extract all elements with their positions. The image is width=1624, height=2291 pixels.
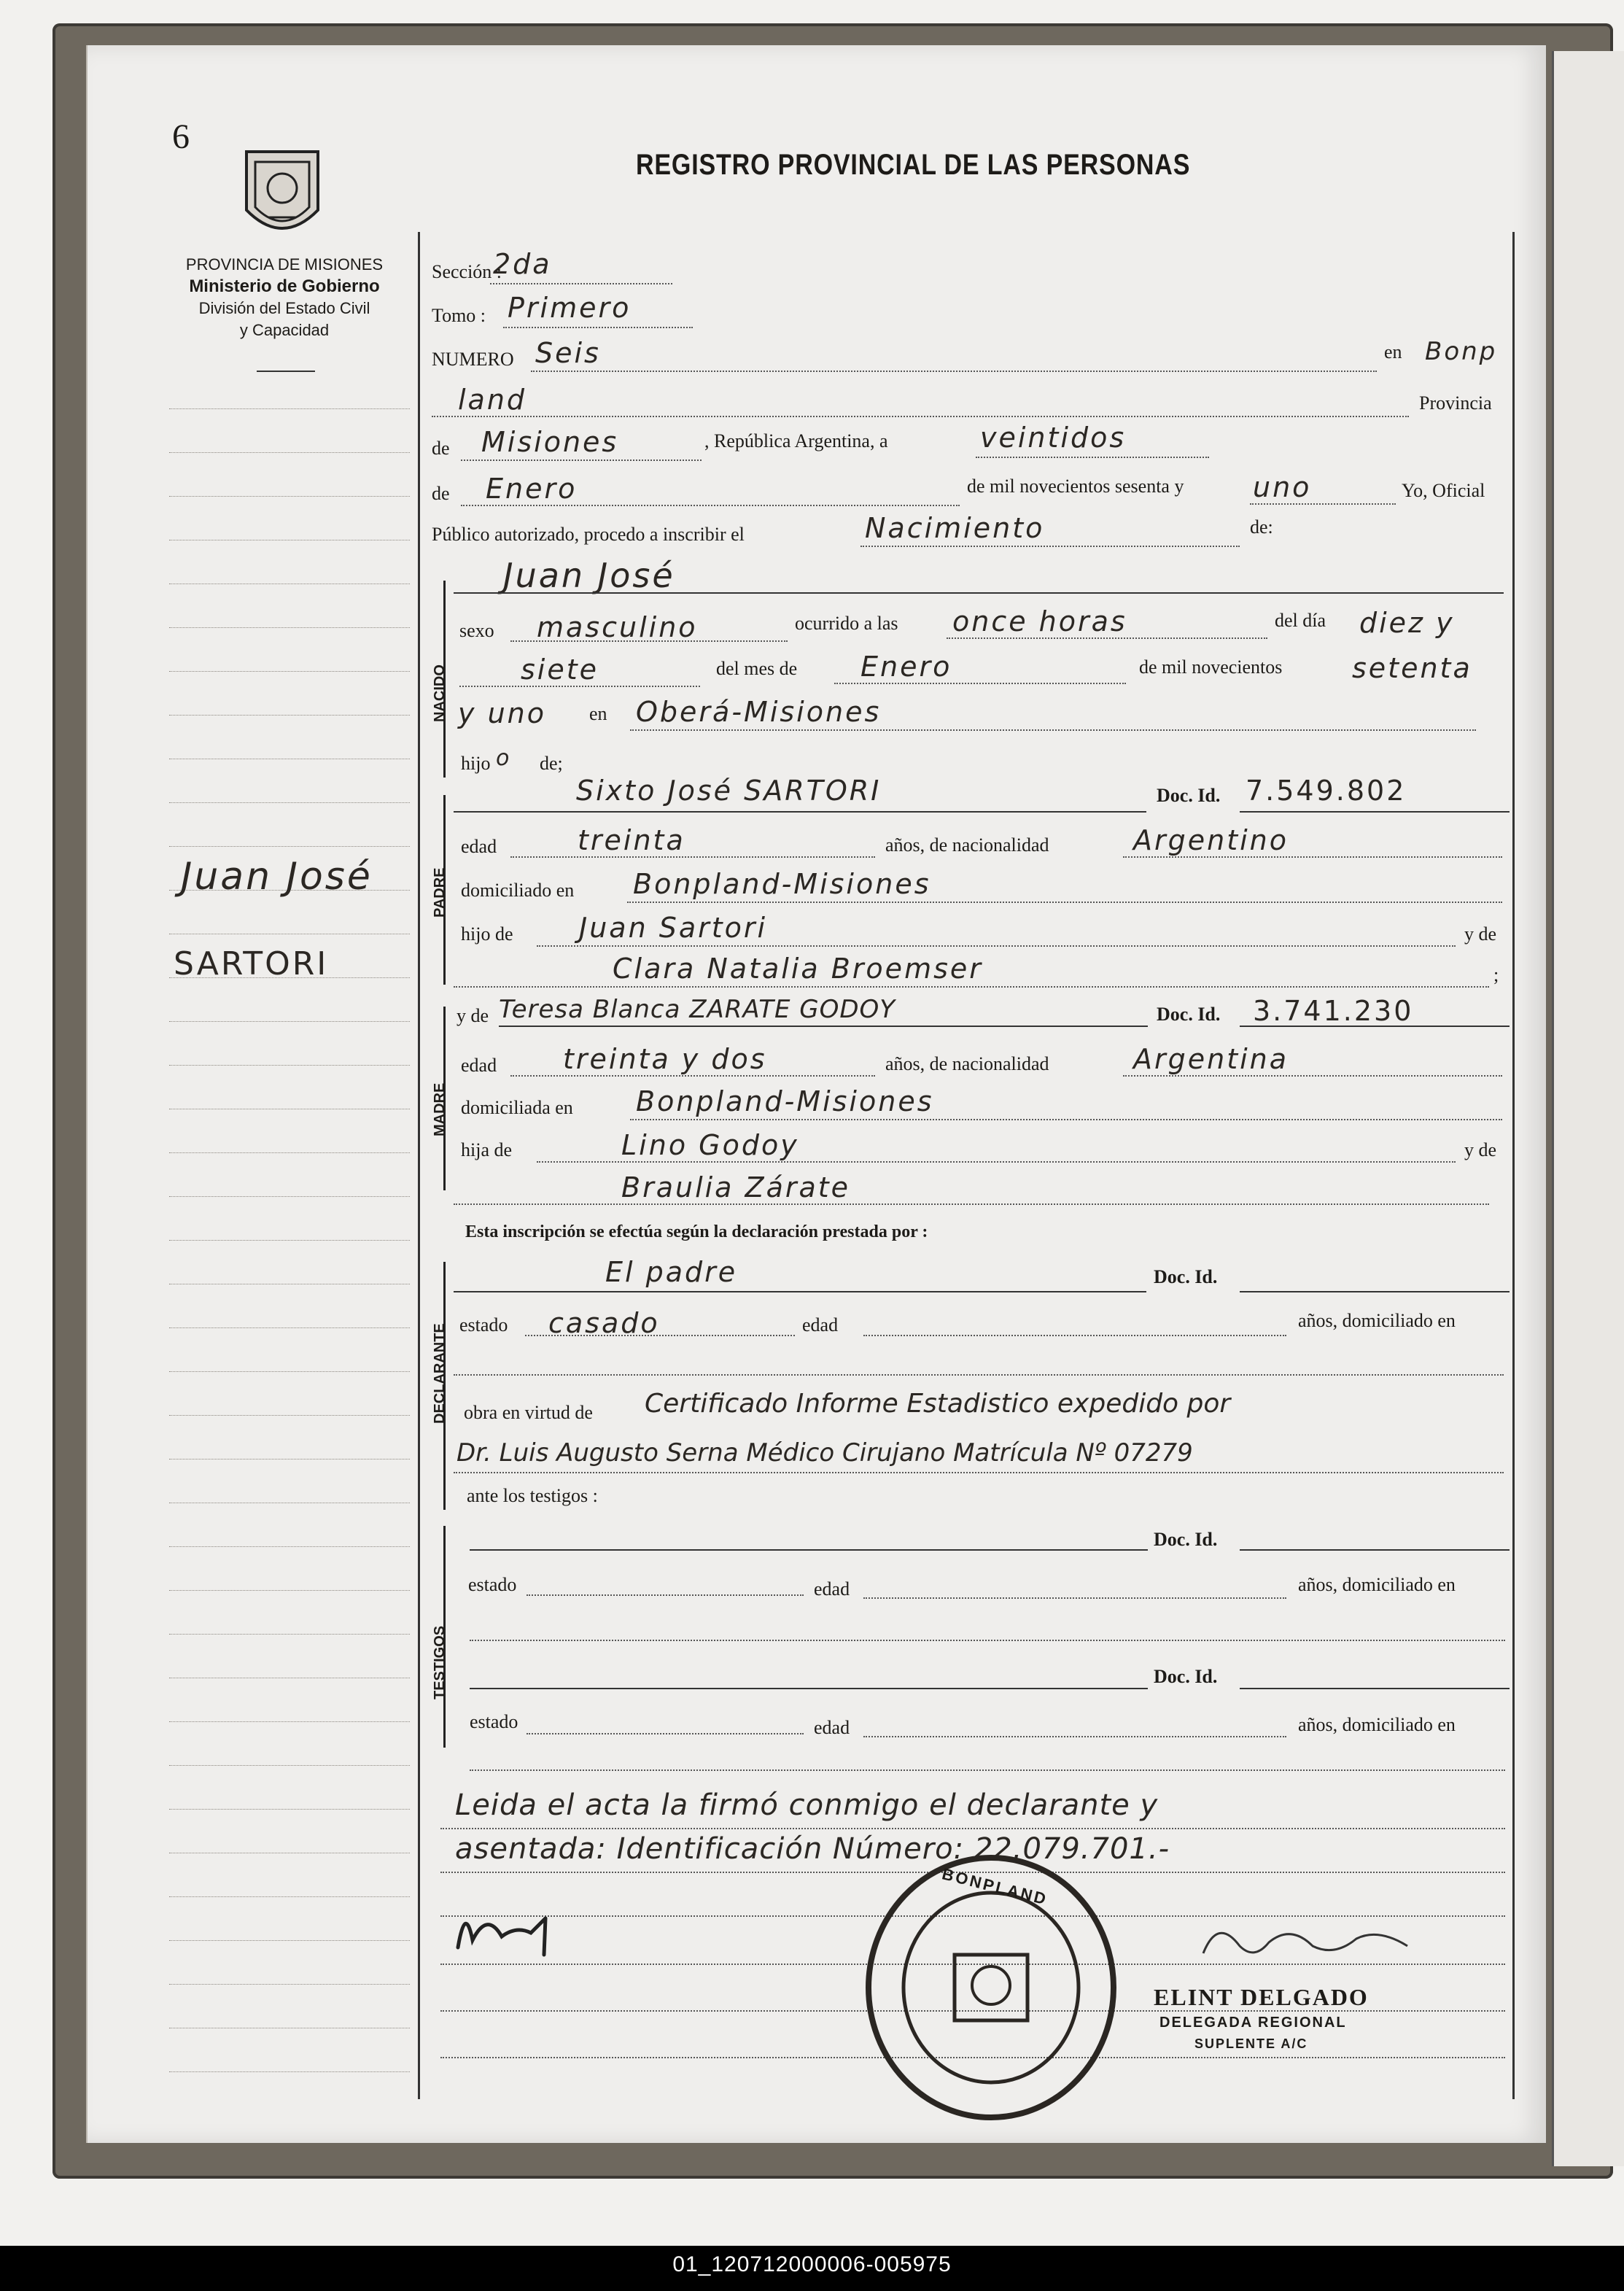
- label-edad-decl: edad: [802, 1314, 839, 1336]
- value-cierre-2: asentada: Identificación Número: 22.079.701.-: [455, 1832, 1170, 1866]
- page-number: 6: [172, 117, 190, 156]
- value-padre-doc: 7.549.802: [1246, 775, 1407, 807]
- value-dia-nac: diez y: [1359, 607, 1455, 639]
- field-line: [527, 1733, 804, 1734]
- section-label-testigos: TESTIGOS: [432, 1625, 448, 1699]
- margin-rule: [169, 1065, 410, 1066]
- label-domiciliada: domiciliada en: [461, 1097, 573, 1118]
- section-label-declarante: DECLARANTE: [432, 1323, 448, 1424]
- value-seccion: 2da: [493, 248, 552, 280]
- value-anio-nac-2: y uno: [458, 697, 546, 729]
- document-title: REGISTRO PROVINCIAL DE LAS PERSONAS: [636, 149, 1191, 181]
- field-line: [470, 1688, 1148, 1689]
- label-ante-testigos: ante los testigos :: [467, 1485, 598, 1506]
- field-line: [976, 457, 1209, 458]
- stamp-signer: ELINT DELGADO: [1154, 1984, 1369, 2010]
- margin-rule: [169, 1721, 410, 1722]
- stamp-role: DELEGADA REGIONAL: [1159, 2015, 1347, 2031]
- label-sexo: sexo: [459, 620, 494, 641]
- official-signature: [443, 1896, 589, 1969]
- field-line: [863, 1335, 1286, 1336]
- label-domiciliado: domiciliado en: [461, 880, 575, 901]
- label-edad-t2: edad: [814, 1717, 850, 1738]
- field-line: [1240, 1688, 1510, 1689]
- field-line: [630, 1119, 1502, 1120]
- field-line: [1240, 1549, 1510, 1551]
- field-line: [454, 1472, 1504, 1473]
- margin-rule: [169, 452, 410, 453]
- field-line: [510, 856, 875, 858]
- label-estado-t2: estado: [470, 1711, 518, 1732]
- margin-rule: [169, 1459, 410, 1460]
- margin-rule: [169, 1809, 410, 1810]
- margin-rule: [169, 671, 410, 672]
- value-obra-2: Dr. Luis Augusto Serna Médico Cirujano Matrícula Nº 07279: [456, 1438, 1193, 1468]
- value-cierre-1: Leida el acta la firmó conmigo el declarante y: [455, 1788, 1159, 1822]
- label-y-de-madre: y de: [456, 1005, 489, 1026]
- section-label-nacido: NACIDO: [432, 664, 448, 722]
- label-obra: obra en virtud de: [464, 1402, 593, 1423]
- label-doc-id-madre: Doc. Id.: [1157, 1004, 1221, 1025]
- field-line: [527, 1594, 804, 1596]
- label-anos-nac-madre: años, de nacionalidad: [885, 1053, 1049, 1074]
- value-anio-nac: setenta: [1352, 652, 1472, 684]
- label-doc-id-t2: Doc. Id.: [1154, 1666, 1218, 1687]
- margin-rule: [169, 1240, 410, 1241]
- margin-rule: [169, 1940, 410, 1941]
- label-anos-dom: años, domiciliado en: [1298, 1310, 1456, 1331]
- value-anio: uno: [1253, 471, 1312, 503]
- field-line: [454, 1203, 1489, 1205]
- value-padre-madre: Clara Natalia Broemser: [613, 953, 983, 985]
- field-line: [537, 1161, 1456, 1163]
- label-mil-novecientos: de mil novecientos sesenta y: [967, 476, 1184, 497]
- label-yo-oficial: Yo, Oficial: [1402, 480, 1485, 501]
- value-madre-edad: treinta y dos: [563, 1043, 767, 1075]
- margin-rule: [169, 408, 410, 409]
- field-line: [863, 1736, 1286, 1737]
- value-padre-edad: treinta: [578, 824, 685, 856]
- value-lugar-nac: Oberá-Misiones: [636, 696, 882, 728]
- value-declarante: El padre: [605, 1256, 738, 1288]
- label-republica: , República Argentina, a: [704, 430, 888, 451]
- label-anos-dom-t1: años, domiciliado en: [1298, 1574, 1456, 1595]
- value-decl-estado: casado: [548, 1307, 660, 1339]
- value-madre-dom: Bonpland-Misiones: [636, 1085, 934, 1117]
- value-numero: Seis: [535, 337, 601, 369]
- label-de-semi: de;: [540, 753, 563, 774]
- label-edad: edad: [461, 836, 497, 857]
- value-acto: Nacimiento: [865, 512, 1045, 544]
- margin-rule: [169, 2071, 410, 2072]
- delegate-signature: [1189, 1917, 1422, 1975]
- field-line: [461, 505, 960, 506]
- field-line: [440, 1828, 1505, 1829]
- label-numero: NUMERO: [432, 349, 514, 370]
- field-line: [454, 592, 1504, 594]
- field-line: [459, 686, 700, 687]
- label-anos-nac: años, de nacionalidad: [885, 834, 1049, 856]
- label-estado: estado: [459, 1314, 508, 1336]
- org-line-1: PROVINCIA DE MISIONES: [185, 255, 384, 274]
- margin-rule: [169, 1152, 410, 1153]
- label-estado-t1: estado: [468, 1574, 517, 1595]
- margin-rule: [169, 1590, 410, 1591]
- field-line: [1240, 1291, 1510, 1292]
- field-line: [627, 902, 1502, 903]
- archive-reference: 01_120712000006-005975: [672, 2252, 952, 2276]
- value-mes-nac: Enero: [860, 651, 952, 683]
- stamp-role-2: SUPLENTE A/C: [1194, 2036, 1308, 2051]
- label-en: en: [1384, 341, 1402, 363]
- divider: [257, 371, 315, 372]
- label-publico: Público autorizado, procedo a inscribir el: [432, 524, 745, 545]
- value-padre-padre: Juan Sartori: [579, 912, 768, 944]
- org-line-3: División del Estado Civil: [198, 299, 370, 317]
- field-line: [525, 1335, 795, 1336]
- margin-note-name: Juan José: [181, 855, 373, 899]
- form-left-rule: [418, 232, 420, 2099]
- field-line: [454, 811, 1146, 813]
- value-madre-nac: Argentina: [1133, 1043, 1289, 1075]
- margin-rule: [169, 846, 410, 847]
- label-mil-novecientos-2: de mil novecientos: [1139, 656, 1283, 678]
- label-anos-dom-t2: años, domiciliado en: [1298, 1714, 1456, 1735]
- value-hijo-o: o: [496, 745, 512, 771]
- field-line: [863, 1597, 1286, 1599]
- margin-note-surname: SARTORI: [174, 945, 329, 982]
- label-en-2: en: [589, 703, 607, 724]
- value-madre-nombre: Teresa Blanca ZARATE GODOY: [499, 995, 896, 1024]
- field-line: [1240, 811, 1510, 813]
- section-label-padre: PADRE: [432, 867, 448, 918]
- label-de-2: de: [432, 483, 450, 504]
- value-lugar: land: [458, 384, 527, 416]
- label-del-dia: del día: [1275, 610, 1326, 631]
- value-en: Bonp: [1425, 337, 1498, 366]
- label-ocurrido: ocurrido a las: [795, 613, 898, 634]
- label-hija-de: hija de: [461, 1139, 513, 1160]
- value-nombre: Juan José: [503, 556, 675, 595]
- label-doc-id-t1: Doc. Id.: [1154, 1529, 1218, 1550]
- margin-rule: [169, 1984, 410, 1985]
- province-seal-icon: [239, 144, 325, 247]
- margin-rule: [169, 1415, 410, 1416]
- margin-rule: [169, 715, 410, 716]
- margin-rule: [169, 1196, 410, 1197]
- label-edad-madre: edad: [461, 1055, 497, 1076]
- value-madre-padre: Lino Godoy: [621, 1129, 799, 1161]
- label-semicolon: ;: [1493, 964, 1499, 985]
- value-padre-nombre: Sixto José SARTORI: [576, 775, 882, 807]
- label-de-colon: de:: [1250, 516, 1273, 538]
- value-dia-nac-2: siete: [521, 654, 599, 686]
- field-line: [510, 640, 788, 642]
- label-doc-id: Doc. Id.: [1157, 785, 1221, 806]
- value-sexo: masculino: [537, 611, 698, 643]
- label-y-de-2: y de: [1464, 1139, 1497, 1160]
- field-line: [947, 637, 1267, 639]
- margin-rule: [169, 1021, 410, 1022]
- field-line: [432, 416, 1409, 417]
- field-line: [470, 1640, 1505, 1641]
- field-line: [860, 546, 1240, 547]
- value-mes: Enero: [486, 473, 578, 505]
- margin-rule: [169, 1546, 410, 1547]
- field-line: [503, 327, 693, 328]
- label-de: de: [432, 438, 450, 459]
- field-line: [1123, 1075, 1502, 1077]
- field-line: [461, 460, 702, 461]
- label-edad-t1: edad: [814, 1578, 850, 1600]
- label-del-mes: del mes de: [716, 658, 798, 679]
- label-hijo: hijo: [461, 753, 491, 774]
- seal-ring-text: BONPLAND: [940, 1864, 1050, 1909]
- field-line: [454, 1374, 1504, 1376]
- field-line: [531, 371, 1377, 372]
- field-line: [510, 1075, 875, 1077]
- value-padre-nac: Argentino: [1133, 824, 1289, 856]
- field-line: [470, 1769, 1505, 1771]
- value-provincia: Misiones: [481, 426, 619, 458]
- field-line: [1250, 503, 1396, 505]
- value-obra-1: Certificado Informe Estadistico expedido por: [645, 1389, 1231, 1419]
- field-line: [470, 1549, 1148, 1551]
- issuing-organization: [153, 254, 416, 341]
- margin-rule: [169, 1327, 410, 1328]
- margin-rule: [169, 1634, 410, 1635]
- margin-rule: [169, 1765, 410, 1766]
- value-madre-madre: Braulia Zárate: [621, 1171, 851, 1203]
- label-tomo: Tomo :: [432, 305, 486, 326]
- margin-rule: [169, 496, 410, 497]
- margin-rule: [169, 627, 410, 628]
- field-line: [537, 945, 1456, 947]
- field-line: [630, 729, 1476, 731]
- label-provincia: Provincia: [1419, 392, 1492, 414]
- label-y-de: y de: [1464, 923, 1497, 945]
- margin-rule: [169, 802, 410, 803]
- form-right-rule: [1512, 232, 1515, 2099]
- field-line: [454, 986, 1489, 988]
- field-line: [499, 1026, 1148, 1027]
- label-inscripcion: Esta inscripción se efectúa según la declaración prestada por :: [465, 1222, 928, 1241]
- field-line: [834, 683, 1126, 684]
- org-line-4: y Capacidad: [239, 321, 330, 339]
- field-line: [1240, 1026, 1510, 1027]
- value-madre-doc: 3.741.230: [1253, 995, 1414, 1027]
- margin-rule: [169, 1896, 410, 1897]
- value-hora: once horas: [952, 605, 1127, 637]
- field-line: [454, 1291, 1146, 1292]
- field-line: [490, 283, 672, 284]
- adjacent-page-edge: [1552, 51, 1624, 2166]
- org-line-2: Ministerio de Gobierno: [189, 276, 380, 296]
- value-tomo: Primero: [508, 292, 632, 324]
- section-label-madre: MADRE: [432, 1082, 448, 1136]
- label-hijo-de: hijo de: [461, 923, 513, 945]
- field-line: [1123, 856, 1502, 858]
- label-seccion: Sección :: [432, 261, 502, 282]
- value-dia: veintidos: [980, 422, 1127, 454]
- value-padre-dom: Bonpland-Misiones: [633, 868, 931, 900]
- label-doc-id-decl: Doc. Id.: [1154, 1266, 1218, 1287]
- margin-rule: [169, 1371, 410, 1372]
